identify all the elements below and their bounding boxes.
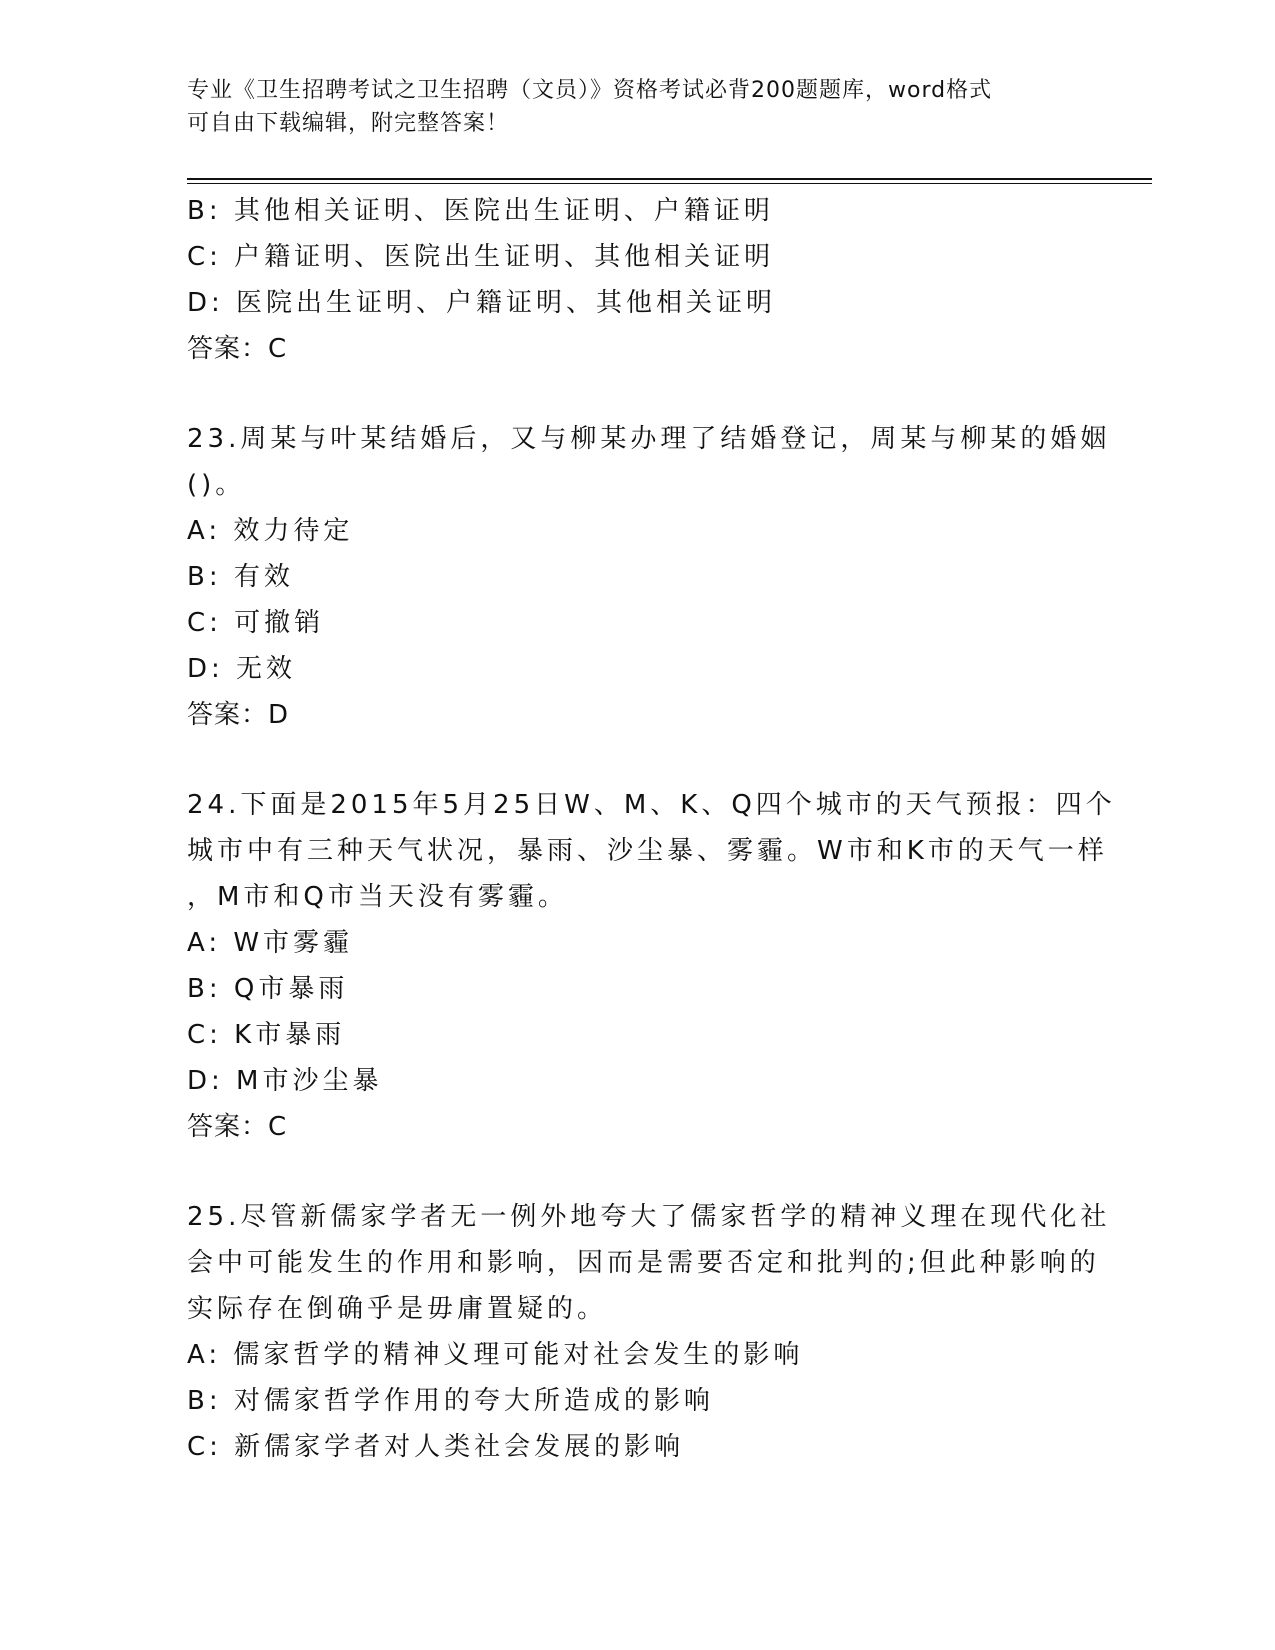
option-a: A: W市雾霾 [187,928,354,958]
question-23 [187,416,1111,738]
option-d: D: 医院出生证明、户籍证明、其他相关证明 [187,288,777,318]
header-title-line-2: 可自由下载编辑，附完整答案！ [187,111,510,136]
question-content [187,188,1116,1470]
question-22 [187,188,1087,372]
question-stem-line: 城市中有三种天气状况，暴雨、沙尘暴、雾霾。W市和K市的天气一样 [187,836,1108,866]
option-a: A: 儒家哲学的精神义理可能对社会发生的影响 [187,1340,804,1370]
answer: 答案：C [187,1112,288,1142]
option-b: B: 对儒家哲学作用的夸大所造成的影响 [187,1386,714,1416]
option-c: C: K市暴雨 [187,1020,346,1050]
question-stem-line: 会中可能发生的作用和影响，因而是需要否定和批判的;但此种影响的 [187,1248,1100,1278]
option-a: A: 效力待定 [187,516,354,546]
header-title-line-1: 专业《卫生招聘考试之卫生招聘（文员）》资格考试必背200题题库，word格式 [187,78,993,103]
question-24 [187,782,1116,1150]
option-d: D: M市沙尘暴 [187,1066,383,1096]
header-divider-thin [187,183,1152,184]
option-c: C: 可撤销 [187,608,325,638]
option-d: D: 无效 [187,654,297,684]
option-b: B: Q市暴雨 [187,974,349,1004]
header-divider-thick [187,178,1152,180]
option-b: B: 有效 [187,562,294,592]
answer: 答案：D [187,700,290,730]
document-header [187,74,1087,140]
answer: 答案：C [187,334,288,364]
question-stem-line: 实际存在倒确乎是毋庸置疑的。 [187,1294,608,1324]
option-b: B: 其他相关证明、医院出生证明、户籍证明 [187,196,774,226]
option-c: C: 户籍证明、医院出生证明、其他相关证明 [187,242,775,272]
question-stem-line: 23.周某与叶某结婚后，又与柳某办理了结婚登记，周某与柳某的婚姻 [187,424,1111,454]
question-25 [187,1194,1111,1470]
question-stem-line: ()。 [187,470,246,500]
question-stem-line: 24.下面是2015年5月25日W、M、K、Q四个城市的天气预报：四个 [187,790,1116,820]
option-c: C: 新儒家学者对人类社会发展的影响 [187,1432,685,1462]
question-stem-line: 25.尽管新儒家学者无一例外地夸大了儒家哲学的精神义理在现代化社 [187,1202,1111,1232]
question-stem-line: ，M市和Q市当天没有雾霾。 [187,882,568,912]
